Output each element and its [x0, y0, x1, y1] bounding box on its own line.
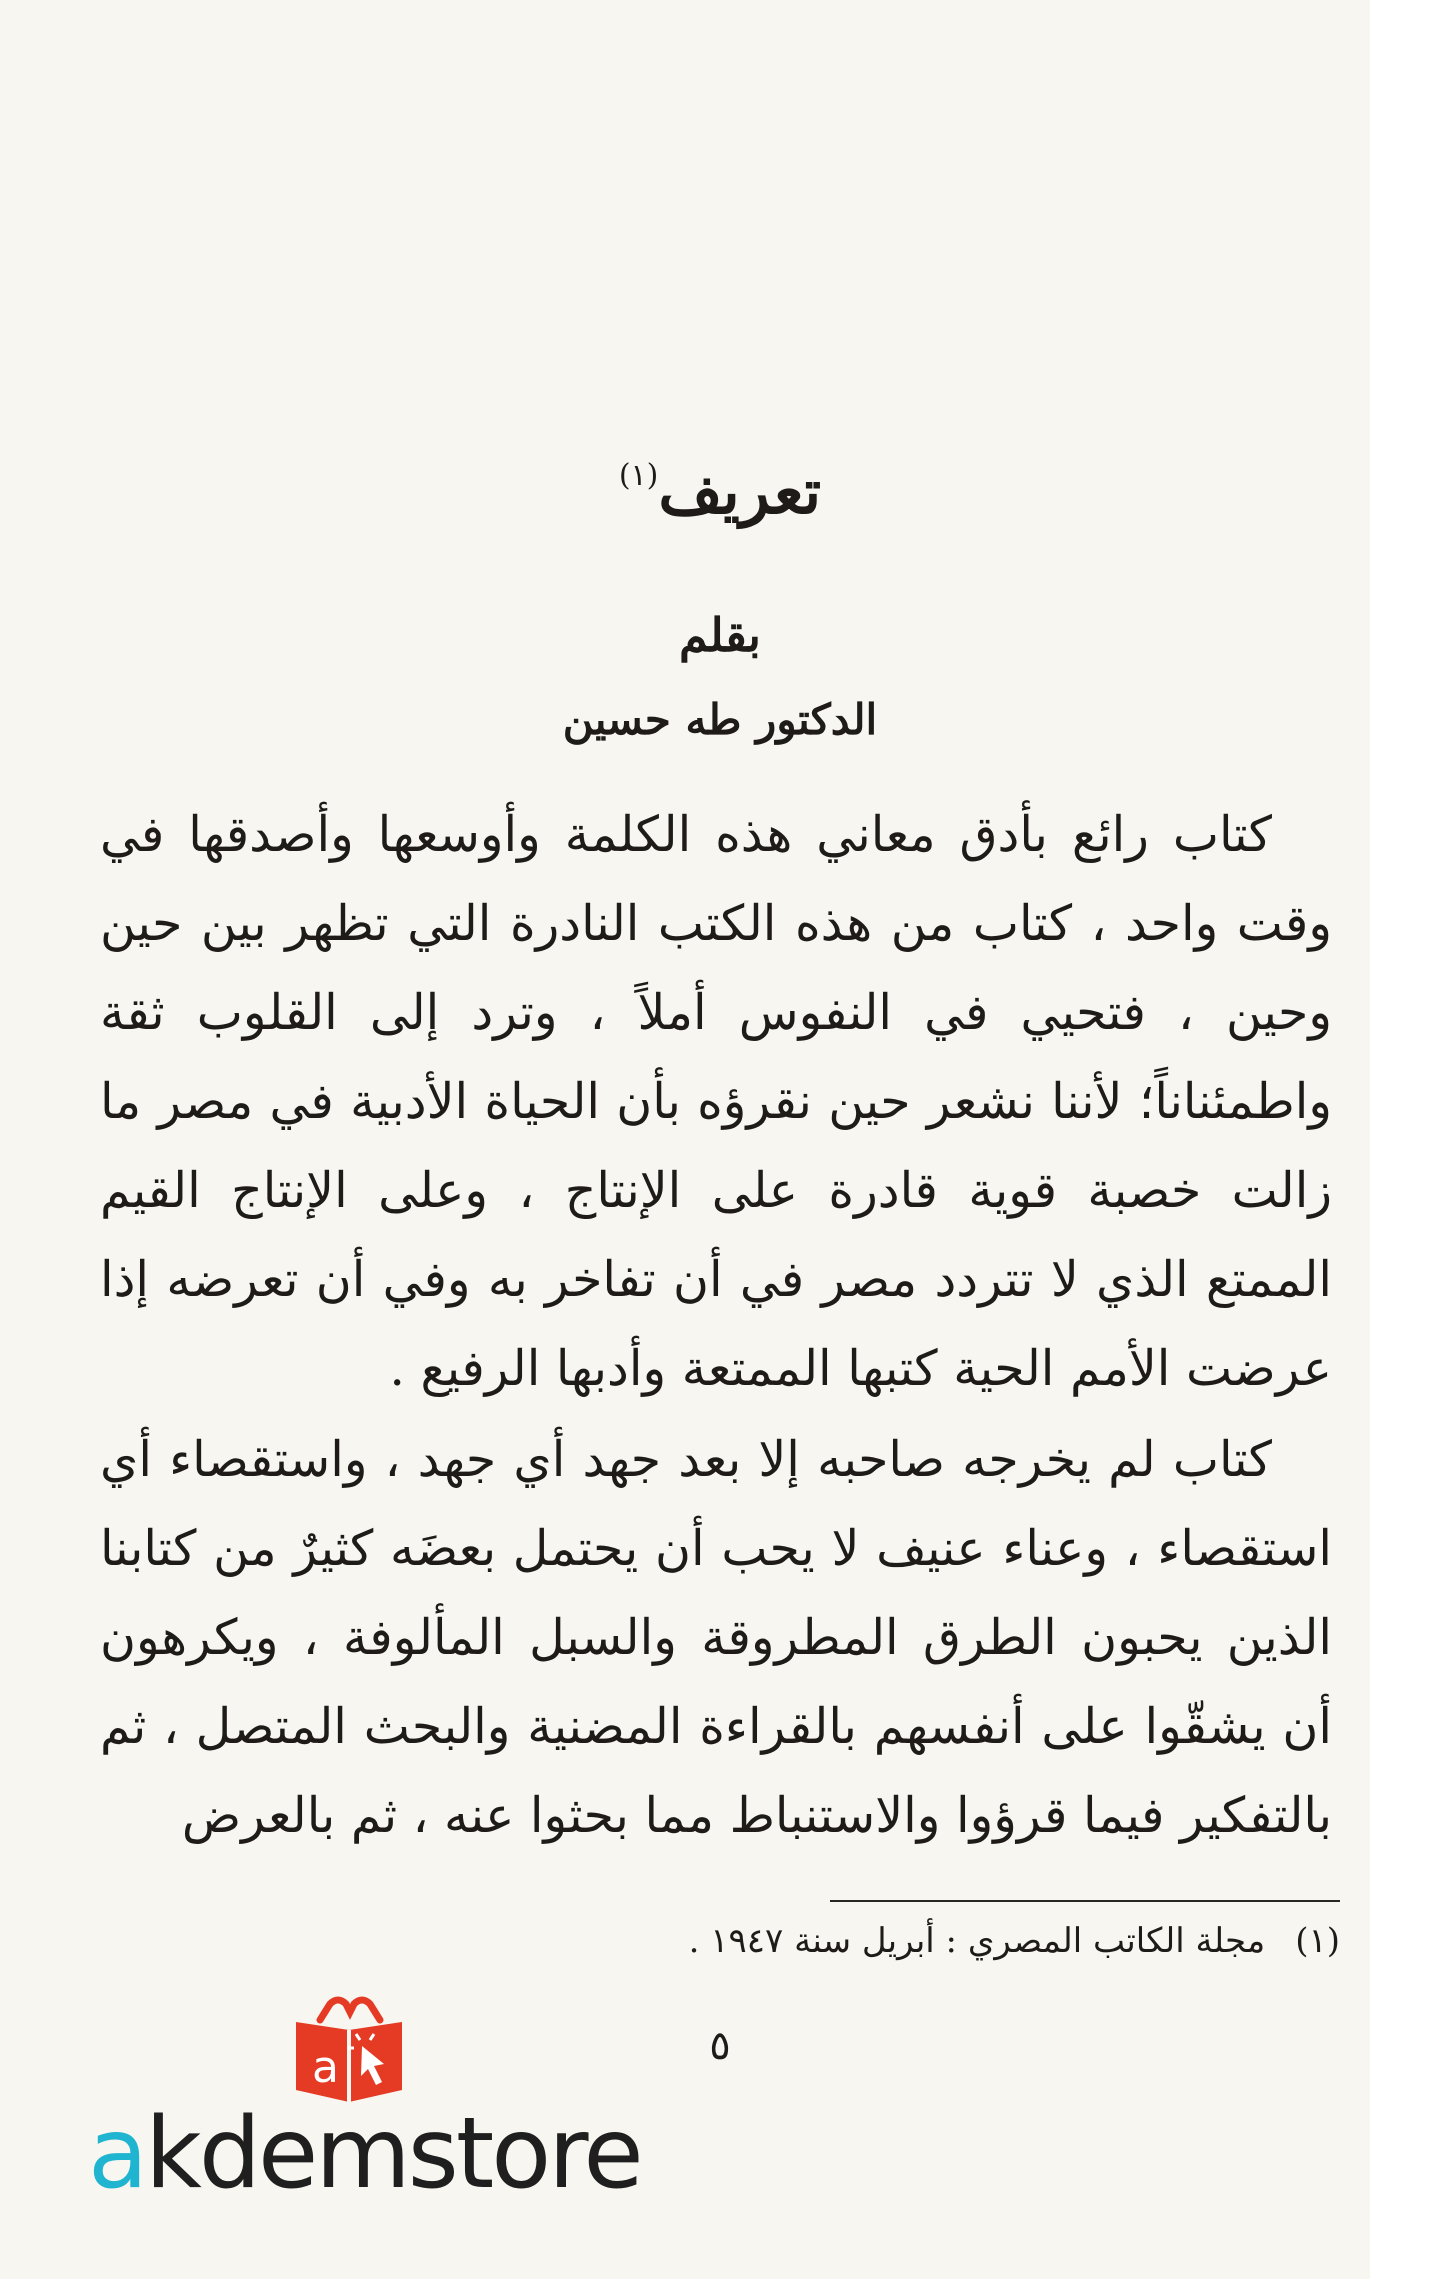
- page-title: [0, 455, 1440, 529]
- page-margin: [1370, 0, 1440, 2279]
- brand-logo-name: kdemstore: [145, 2097, 641, 2211]
- brand-logo-accent: a: [88, 2097, 146, 2211]
- page-number: ٥: [709, 2023, 731, 2069]
- footnote: [689, 1918, 1340, 1966]
- footnote-divider: [830, 1900, 1340, 1902]
- byline-label: بقلم: [679, 608, 761, 662]
- footnote-mark: (١): [1295, 1921, 1340, 1961]
- title-footnote-mark: (١): [618, 458, 659, 493]
- paragraph: كتاب رائع بأدق معاني هذه الكلمة وأوسعها وأصدقها في وقت واحد ، كتاب من هذه الكتب النادرة التي تظهر بين حين وحين ، فتحيي في النفوس أملاً ، وترد إلى القلوب ثقة واطمئناناً؛ لأننا نشعر حين نقرؤه بأن الحياة الأدبية في مصر ما زالت خصبة قوية قادرة على الإنتاج ، وعلى الإنتاج القيم الممتع الذي لا تتردد مصر في أن تفاخر به وفي أن تعرضه إذا عرضت الأمم الحية كتبها الممتعة وأدبها الرفيع .: [100, 806, 1332, 1397]
- title-text: تعريف: [658, 455, 822, 528]
- svg-text:a: a: [312, 2042, 339, 2093]
- brand-logo: [88, 2097, 641, 2211]
- footnote-text: مجلة الكاتب المصري : أبريل سنة ١٩٤٧ .: [688, 1921, 1266, 1961]
- byline-author: الدكتور طه حسين: [562, 695, 878, 744]
- paragraph: كتاب لم يخرجه صاحبه إلا بعد جهد أي جهد ، واستقصاء أي استقصاء ، وعناء عنيف لا يحب أن يحتمل بعضَه كثيرٌ من كتابنا الذين يحبون الطرق المطروقة والسبل المألوفة ، ويكرهون أن يشقّوا على أنفسهم بالقراءة المضنية والبحث المتصل ، ثم بالتفكير فيما قرؤوا والاستنباط مما بحثوا عنه ، ثم بالعرض: [100, 1431, 1332, 1844]
- book-cart-icon: [290, 1990, 408, 2108]
